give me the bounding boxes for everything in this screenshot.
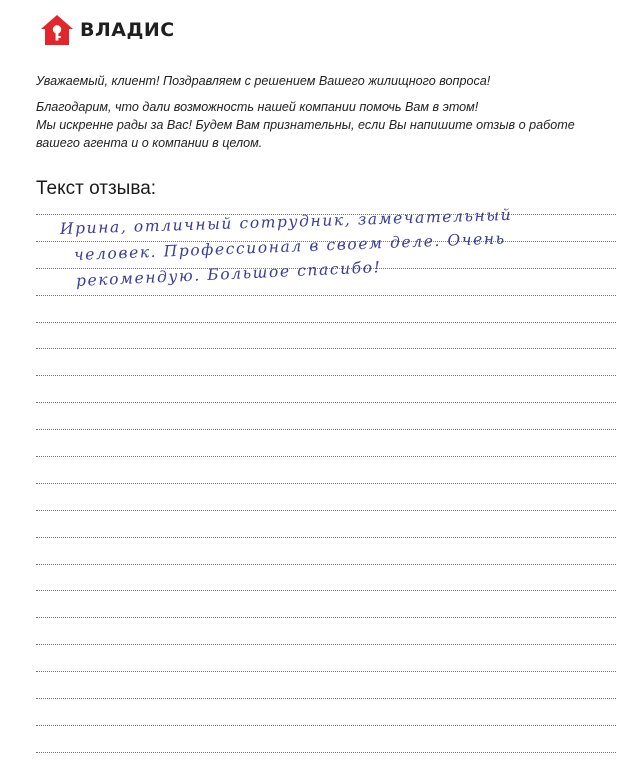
ruled-line	[36, 617, 616, 618]
ruled-line	[36, 510, 616, 511]
ruled-line	[36, 348, 616, 349]
ruled-line	[36, 537, 616, 538]
handwritten-review	[59, 205, 600, 294]
ruled-line	[36, 322, 616, 323]
handwritten-line: человек. Профессионал в своем деле. Очень	[73, 229, 506, 264]
ruled-line	[36, 644, 616, 645]
ruled-line	[36, 483, 616, 484]
thanks-line: Благодарим, что дали возможность нашей компании помочь Вам в этом!	[36, 100, 479, 114]
ruled-line	[36, 590, 616, 591]
request-line: Мы искренне рады за Вас! Будем Вам признательны, если Вы напишите отзыв о работе	[36, 118, 575, 132]
ruled-line	[36, 456, 616, 457]
handwritten-line: Ирина, отличный сотрудник, замечательный	[59, 205, 513, 238]
review-heading: Текст отзыва:	[36, 178, 157, 199]
ruled-line	[36, 725, 616, 726]
ruled-line	[36, 375, 616, 376]
congrats-line: Уважаемый, клиент! Поздравляем с решением Вашего жилищного вопроса!	[36, 74, 491, 88]
request-line-cont: вашего агента и о компании в целом.	[36, 136, 263, 150]
ruled-line	[36, 671, 616, 672]
logo	[40, 14, 175, 46]
ruled-line	[36, 295, 616, 296]
ruled-line	[36, 429, 616, 430]
brand-name: ВЛАДИС	[80, 19, 175, 41]
intro-text	[36, 72, 596, 152]
handwritten-line: рекомендую. Большое спасибо!	[75, 258, 382, 290]
ruled-lines	[36, 214, 616, 779]
ruled-line	[36, 698, 616, 699]
ruled-line	[36, 402, 616, 403]
ruled-line	[36, 564, 616, 565]
ruled-line	[36, 752, 616, 753]
house-key-icon	[40, 14, 74, 46]
